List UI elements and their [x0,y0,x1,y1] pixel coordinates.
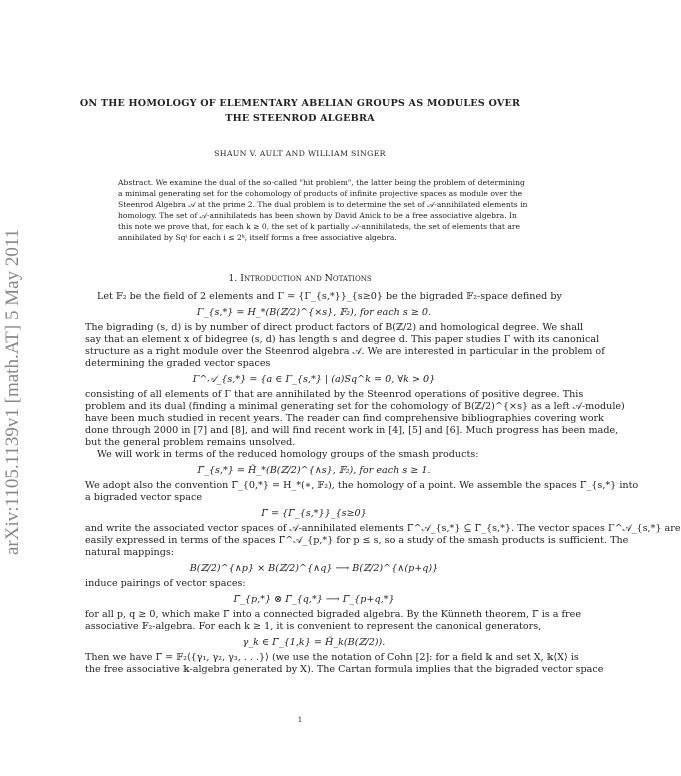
abstract-line: homology. The set of 𝒜-annihilateds has been shown by David Anick to be a free associative algebra. In [118,211,517,220]
text-line: and write the associated vector spaces of 𝒜-annihilated elements Γ̃^𝒜_{s,*} ⊆ Γ̃_{s,*}. The vector spaces Γ^𝒜_{s,*} are [85,523,681,534]
abstract-line: Abstract. We examine the dual of the so-called "hit problem", the latter being the problem of determining [118,178,525,187]
page-number: 1 [297,716,303,724]
text-line: The bigrading (s, d) is by number of direct product factors of B(ℤ/2) and homological degree. We shall [85,322,584,333]
text-line: for all p, q ≥ 0, which make Γ̃ into a connected bigraded algebra. By the Künneth theorem, Γ̃ is a free [85,609,582,620]
text-line: natural mappings: [85,547,174,558]
paper-title-line-1: ON THE HOMOLOGY OF ELEMENTARY ABELIAN GROUPS AS MODULES OVER [79,98,521,109]
abstract-line: a minimal generating set for the cohomology of products of infinite projective spaces as module over the [118,189,523,198]
arxiv-stamp: arXiv:1105.1139v1 [math.AT] 5 May 2011 [2,228,23,555]
text-line: determining the graded vector spaces [85,358,271,369]
equation: Γ̃ = {Γ̃_{s,*}}_{s≥0} [261,508,367,519]
text-line: have been much studied in recent years. The reader can find comprehensive bibliographies covering work [85,413,604,424]
text-line: but the general problem remains unsolved. [85,437,296,448]
text-line: induce pairings of vector spaces: [85,578,246,589]
text-line: We will work in terms of the reduced homology groups of the smash products: [97,449,479,460]
section-heading: 1. Introduction and Notations [228,273,372,284]
text-line: easily expressed in terms of the spaces Γ̃^𝒜_{p,*} for p ≤ s, so a study of the smash products is sufficient. The [85,535,629,546]
text-line: say that an element x of bidegree (s, d) has length s and degree d. This paper studies Γ with its canonical [85,334,600,345]
equation: γ_k ∈ Γ̃_{1,k} = H̃_k(B(ℤ/2)). [242,637,386,648]
equation: Γ_{s,*} = H_*(B(ℤ/2)^{×s}, 𝔽₂), for each s ≥ 0. [196,307,432,318]
text-line: the free associative 𝕜-algebra generated by X). The Cartan formula implies that the bigraded vector space [85,664,604,675]
text-line: associative 𝔽₂-algebra. For each k ≥ 1, it is convenient to represent the canonical generators, [85,621,542,632]
authors: SHAUN V. AULT AND WILLIAM SINGER [214,149,386,158]
text-line: a bigraded vector space [85,492,203,503]
text-line: structure as a right module over the Steenrod algebra 𝒜. We are interested in particular in the problem of [85,346,605,357]
abstract [118,177,528,243]
text-line: We adopt also the convention Γ̃_{0,*} = H_*(∗, 𝔽₂), the homology of a point. We assemble the spaces Γ̃_{s,*} into [85,480,639,491]
body-text [85,291,681,676]
equation: Γ̃_{p,*} ⊗ Γ̃_{q,*} ⟶ Γ̃_{p+q,*} [233,594,395,605]
paper-title-line-2: THE STEENROD ALGEBRA [225,113,375,124]
equation: Γ^𝒜_{s,*} = {a ∈ Γ_{s,*} | (a)Sq^k = 0, ∀k > 0} [192,374,436,385]
abstract-line: this note we prove that, for each k ≥ 0, the set of k partially 𝒜-annihilateds, the set of elements that are [118,222,521,231]
text-line: consisting of all elements of Γ that are annihilated by the Steenrod operations of positive degree. This [85,389,584,400]
equation: B(ℤ/2)^{∧p} × B(ℤ/2)^{∧q} ⟶ B(ℤ/2)^{∧(p+q)} [189,563,439,574]
equation: Γ̃_{s,*} = H̃_*(B(ℤ/2)^{∧s}, 𝔽₂), for each s ≥ 1. [197,465,431,476]
abstract-line: annihilated by Sqⁱ for each i ≤ 2ᵏ, itself forms a free associative algebra. [118,233,397,242]
text-line: Then we have Γ̃ = 𝔽₂⟨{γ₁, γ₂, γ₃, . . .}⟩ (we use the notation of Cohn [2]: for a field 𝕜 and set X, 𝕜⟨X⟩ is [85,652,579,663]
abstract-line: Steenrod Algebra 𝒜 at the prime 2. The dual problem is to determine the set of 𝒜-annihilated elements in [118,200,528,209]
text-line: Let 𝔽₂ be the field of 2 elements and Γ = {Γ_{s,*}}_{s≥0} be the bigraded 𝔽₂-space defined by [97,291,562,302]
text-line: done through 2000 in [7] and [8], and will find recent work in [4], [5] and [6]. Much progress has been made, [85,425,619,436]
text-line: problem and its dual (finding a minimal generating set for the cohomology of B(ℤ/2)^{×s} as a left 𝒜-module) [85,401,625,412]
